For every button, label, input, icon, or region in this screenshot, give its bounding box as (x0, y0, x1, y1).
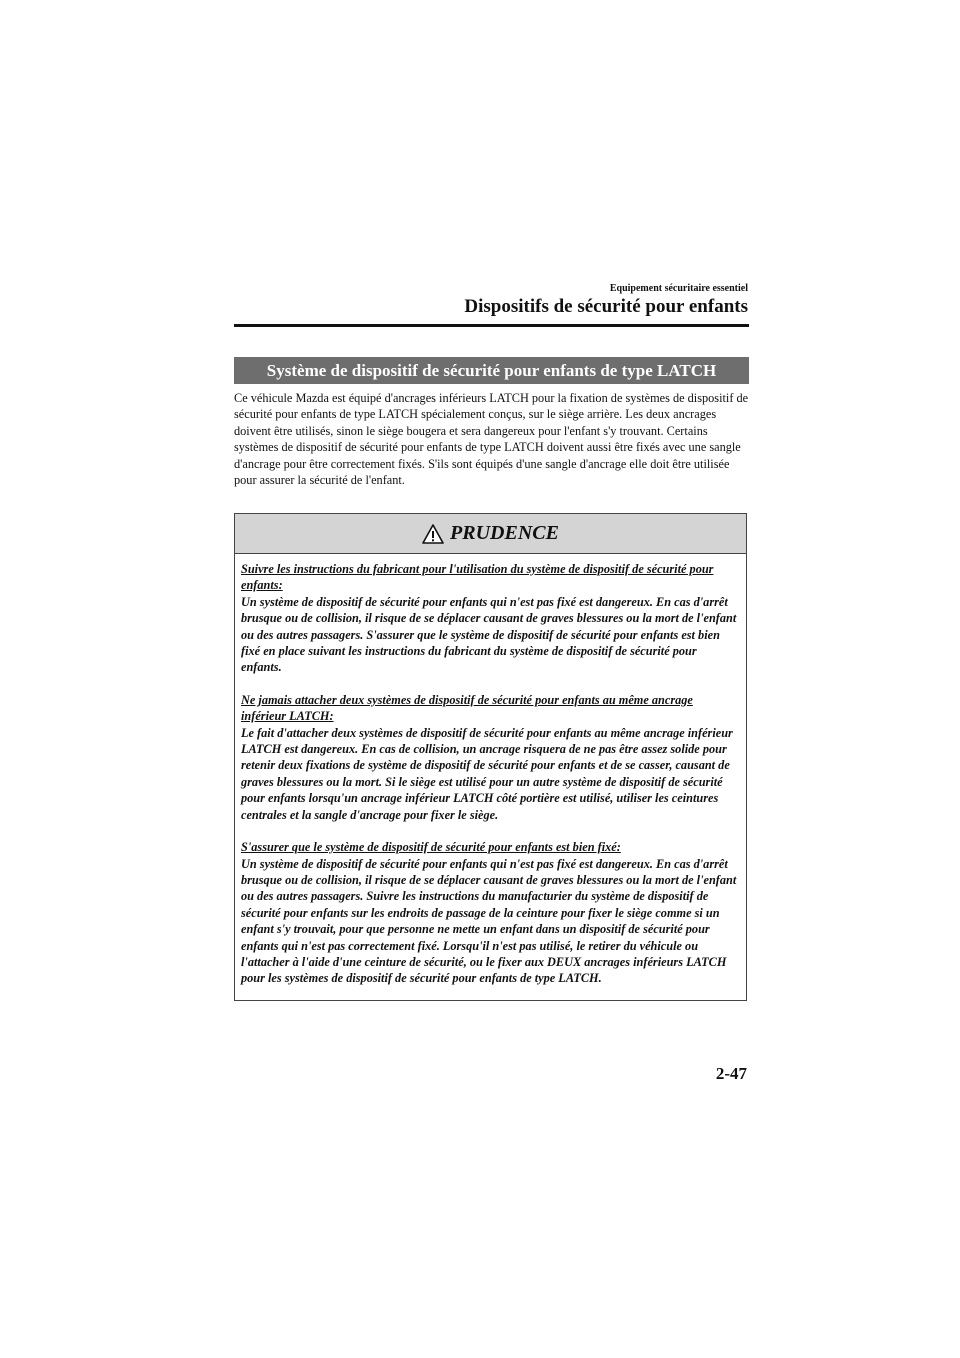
warning-triangle-icon (422, 524, 444, 544)
caution-body (235, 554, 746, 987)
running-header-section: Equipement sécuritaire essentiel (609, 283, 748, 294)
caution-box (234, 513, 747, 1001)
section-title (234, 357, 749, 384)
header-divider (234, 324, 749, 327)
page-number: 2-47 (715, 1064, 747, 1083)
caution-item-heading: S'assurer que le système de dispositif de sécurité pour enfants est bien fixé: (241, 840, 621, 855)
caution-header (235, 514, 746, 554)
caution-item (241, 692, 740, 823)
caution-item-text: Un système de dispositif de sécurité pour enfants qui n'est pas fixé est dangereux. En cas d'arrêt brusque ou de collision, il risque de se déplacer causant de graves blessures ou la mort de l'enfant ou des autres passagers. S'assurer que le système de dispositif de sécurité pour enfants est bien fixé en place suivant les instructions du fabricant du système de dispositif de sécurité pour enfants. (241, 594, 737, 675)
caution-item (241, 561, 740, 676)
caution-item-heading: Ne jamais attacher deux systèmes de dispositif de sécurité pour enfants au même ancrage inférieur LATCH: (241, 692, 693, 724)
caution-title: PRUDENCE (450, 522, 559, 544)
intro-paragraph: Ce véhicule Mazda est équipé d'ancrages inférieurs LATCH pour la fixation de systèmes de dispositif de sécurité pour enfants de type LATCH spécialement conçus, sur le siège arrière. Les deux ancrages doivent être utilisés, sinon le siège bougera et sera dangereux pour l'enfant s'y trouvant. Certains systèmes de dispositif de sécurité pour enfants de type LATCH doivent aussi être fixés avec une sangle d'ancrage pour être correctement fixés. S'ils sont équipés d'une sangle d'ancrage elle doit être utilisée pour assurer la sécurité de l'enfant. (234, 391, 749, 488)
caution-item-text: Un système de dispositif de sécurité pour enfants qui n'est pas fixé est dangereux. En cas d'arrêt brusque ou de collision, il risque de se déplacer causant de graves blessures ou la mort de l'enfant ou des autres passagers. Suivre les instructions du manufacturier du système de dispositif de sécurité pour enfants sur les endroits de passage de la ceinture pour fixer le siège comme si un enfant s'y trouvait, pour que personne ne mette un enfant dans un dispositif de sécurité pour enfants qui n'est pas correctement fixé. Lorsqu'il n'est pas utilisé, le retirer du véhicule ou l'attacher à l'aide d'une ceinture de sécurité, ou le fixer aux DEUX ancrages inférieurs LATCH pour les systèmes de dispositif de sécurité pour enfants de type LATCH. (241, 856, 737, 986)
caution-item (241, 839, 740, 987)
running-header-chapter: Dispositifs de sécurité pour enfants (464, 296, 748, 317)
caution-item-heading: Suivre les instructions du fabricant pour l'utilisation du système de dispositif de sécurité pour enfants: (241, 562, 714, 593)
section-title-text: Système de dispositif de sécurité pour enfants de type LATCH (266, 360, 717, 380)
caution-item-text: Le fait d'attacher deux systèmes de dispositif de sécurité pour enfants au même ancrage inférieur LATCH est dangereux. En cas de collision, un ancrage risquera de ne pas être assez solide pour retenir deux fixations de système de dispositif de sécurité pour enfants et de se casser, causant de graves blessures ou la mort. Si le siège est utilisé pour un autre système de dispositif de sécurité pour enfants lorsqu'un ancrage inférieur LATCH côté portière est utilisé, utiliser les ceintures centrales et la sangle d'ancrage pour fixer le siège. (241, 725, 733, 822)
